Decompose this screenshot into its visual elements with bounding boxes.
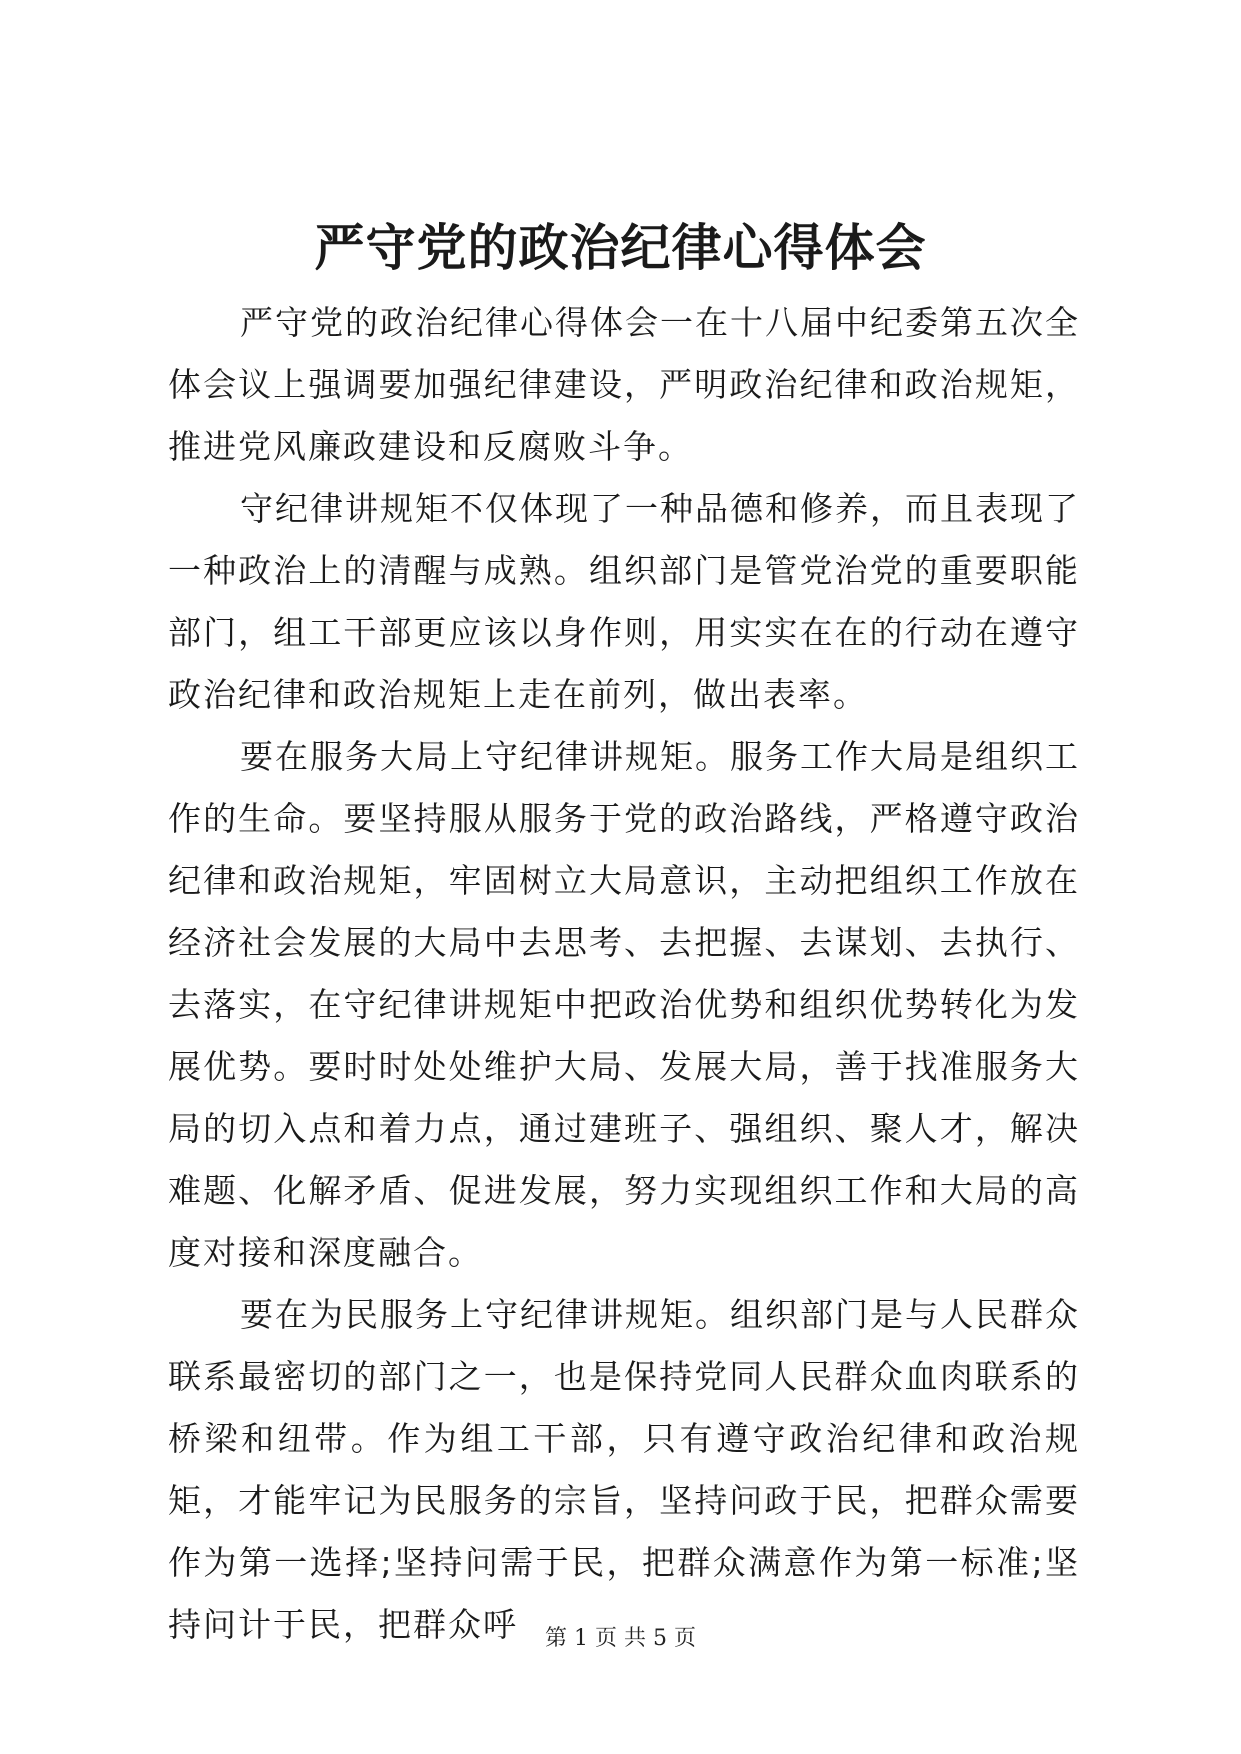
paragraph: 要在服务大局上守纪律讲规矩。服务工作大局是组织工作的生命。要坚持服从服务于党的政治路线，严格遵守政治纪律和政治规矩，牢固树立大局意识，主动把组织工作放在经济社会发展的大局中去思考、去把握、去谋划、去执行、去落实，在守纪律讲规矩中把政治优势和组织优势转化为发展优势。要时时处处维护大局、发展大局，善于找准服务大局的切入点和着力点，通过建班子、强组织、聚人才，解决难题、化解矛盾、促进发展，努力实现组织工作和大局的高度对接和深度融合。 (168, 737, 1080, 1272)
paragraph: 要在为民服务上守纪律讲规矩。组织部门是与人民群众联系最密切的部门之一，也是保持党同人民群众血肉联系的桥梁和纽带。作为组工干部，只有遵守政治纪律和政治规矩，才能牢记为民服务的宗旨，坚持问政于民，把群众需要作为第一选择;坚持问需于民，把群众满意作为第一标准;坚持问计于民，把群众呼 (168, 1295, 1080, 1644)
document-title: 严守党的政治纪律心得体会 (314, 218, 927, 277)
paragraph: 严守党的政治纪律心得体会一在十八届中纪委第五次全体会议上强调要加强纪律建设，严明政治纪律和政治规矩，推进党风廉政建设和反腐败斗争。 (168, 303, 1080, 466)
page-footer: 第 1 页 共 5 页 (545, 1626, 696, 1651)
paragraph: 守纪律讲规矩不仅体现了一种品德和修养，而且表现了一种政治上的清醒与成熟。组织部门是管党治党的重要职能部门，组工干部更应该以身作则，用实实在在的行动在遵守政治纪律和政治规矩上走在前列，做出表率。 (168, 489, 1080, 714)
document-body (168, 292, 1080, 1656)
